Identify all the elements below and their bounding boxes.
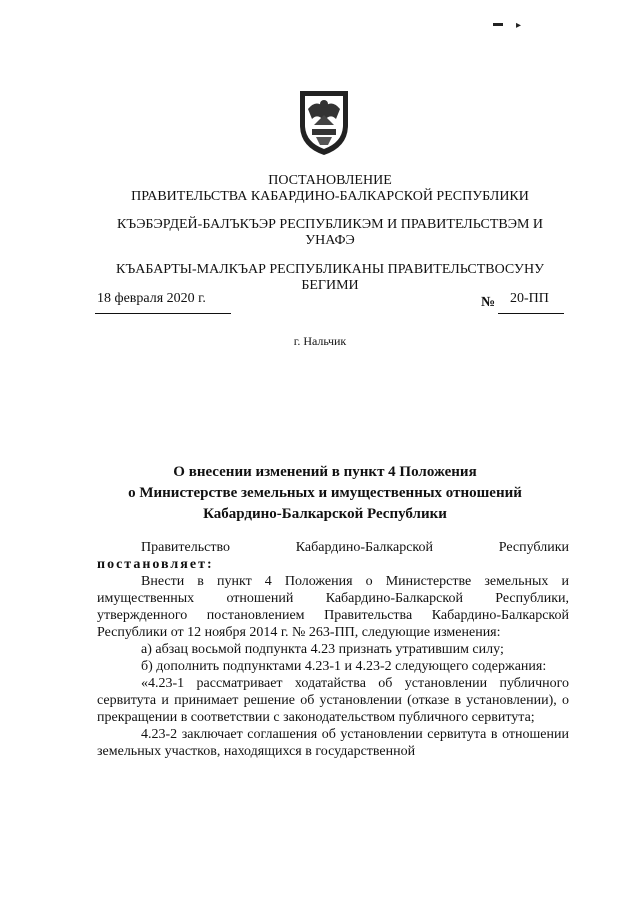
document-body: [97, 539, 569, 760]
gov-word-3: Республики: [498, 540, 569, 555]
balkar-heading-line2: БЕГИМИ: [301, 278, 359, 293]
government-line: [97, 539, 569, 556]
title-line3: Кабардино-Балкарской Республики: [203, 506, 447, 522]
kabardian-heading-line2: УНАФЭ: [305, 233, 355, 248]
gov-word-2: Кабардино-Балкарской: [295, 540, 433, 555]
paragraph-4: «4.23-1 рассматривает ходатайства об установлении публичного сервитута и принимает решение об установлении (отказе в установлении), о прекращении в соответствии с законодательством публичного сервитута;: [97, 676, 569, 725]
title-line1: О внесении изменений в пункт 4 Положения: [173, 464, 477, 480]
doc-type-heading: ПОСТАНОВЛЕНИЕ: [268, 173, 392, 188]
paragraph-5: 4.23-2 заключает соглашения об установлении сервитута в отношении земельных участков, находящихся в государственной: [97, 727, 569, 759]
paragraph-2: а) абзац восьмой подпункта 4.23 признать утратившим силу;: [141, 642, 504, 657]
government-name-heading: ПРАВИТЕЛЬСТВА КАБАРДИНО-БАЛКАРСКОЙ РЕСПУБЛИКИ: [131, 189, 529, 204]
scan-mark: ▬: [493, 18, 503, 29]
document-title: [110, 462, 540, 525]
kabardian-heading-line1: КЪЭБЭРДЕЙ-БАЛЪКЪЭР РЕСПУБЛИКЭМ И ПРАВИТЕЛЬСТВЭМ И: [116, 217, 544, 232]
gov-word-1: Правительство: [141, 540, 230, 555]
header-block-russian: [80, 173, 580, 205]
balkar-heading-line1: КЪАБАРТЫ-МАЛКЪАР РЕСПУБЛИКАНЫ ПРАВИТЕЛЬСТВОСУНУ: [116, 262, 544, 277]
title-line2: о Министерстве земельных и имущественных отношений: [128, 485, 522, 501]
city-label: г. Нальчик: [293, 334, 347, 348]
number-sign: №: [481, 295, 496, 310]
header-block-balkar: [80, 262, 580, 294]
document-date: 18 февраля 2020 г.: [97, 291, 206, 306]
date-underline: [95, 313, 231, 314]
decree-word: постановляет:: [97, 557, 214, 572]
document-number: 20-ПП: [510, 291, 549, 306]
number-underline: [498, 313, 564, 314]
scan-mark: ▸: [516, 20, 522, 31]
paragraph-1: Внести в пункт 4 Положения о Министерстве земельных и имущественных отношений Кабардино-Балкарской Республики, утвержденного постановлением Правительства Кабардино-Балкарской Республики от 12 ноября 2014 г. № 263-ПП, следующие изменения:: [97, 574, 569, 640]
paragraph-3: б) дополнить подпунктами 4.23-1 и 4.23-2 следующего содержания:: [141, 659, 547, 674]
coat-of-arms-emblem: [296, 85, 352, 157]
header-block-kabardian: [80, 217, 580, 249]
